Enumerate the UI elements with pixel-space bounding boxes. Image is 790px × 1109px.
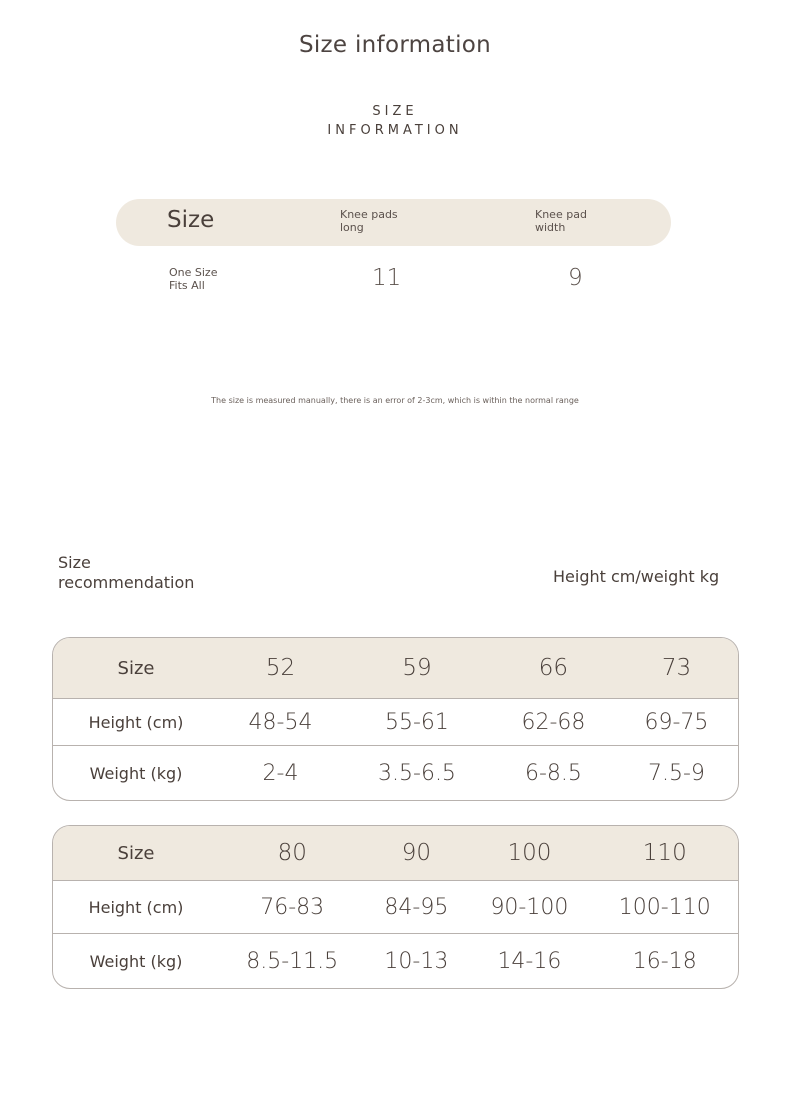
size-cell: 90	[365, 826, 467, 880]
weight-cell: 3.5-6.5	[342, 745, 492, 800]
info-header-knee-pad-width	[535, 208, 587, 234]
weight-cell: 16-18	[592, 933, 739, 988]
header-line: long	[340, 221, 364, 234]
height-cell: 100-110	[592, 880, 739, 933]
weight-cell: 8.5-11.5	[219, 933, 365, 988]
table-row-size	[53, 638, 738, 698]
size-cell: 59	[342, 638, 492, 698]
table-row-height	[53, 880, 738, 933]
subtitle-line-1: SIZE	[372, 104, 418, 119]
height-cell: 84-95	[365, 880, 467, 933]
info-header-knee-pads-long	[340, 208, 398, 234]
info-header-size: Size	[167, 207, 215, 233]
weight-cell: 6-8.5	[492, 745, 615, 800]
table-row-weight	[53, 933, 738, 988]
height-label: Height (cm)	[53, 698, 219, 745]
size-table-1	[52, 637, 739, 801]
weight-cell: 7.5-9	[615, 745, 738, 800]
size-cell: 110	[592, 826, 739, 880]
table-row-weight	[53, 745, 738, 800]
size-cell: 100	[467, 826, 591, 880]
info-row-label	[169, 266, 217, 292]
info-value-width: 9	[568, 265, 583, 291]
table-row-height	[53, 698, 738, 745]
height-cell: 55-61	[342, 698, 492, 745]
height-cell: 90-100	[467, 880, 591, 933]
table-row-size	[53, 826, 738, 880]
header-line: Knee pads	[340, 208, 398, 221]
height-cell: 69-75	[615, 698, 738, 745]
weight-cell: 14-16	[467, 933, 591, 988]
row-label-line: Fits All	[169, 279, 205, 292]
height-cell: 76-83	[219, 880, 365, 933]
size-cell: 80	[219, 826, 365, 880]
size-table-2	[52, 825, 739, 989]
weight-label: Weight (kg)	[53, 745, 219, 800]
weight-cell: 10-13	[365, 933, 467, 988]
height-cell: 48-54	[219, 698, 342, 745]
weight-cell: 2-4	[219, 745, 342, 800]
size-cell: 66	[492, 638, 615, 698]
measurement-note: The size is measured manually, there is an error of 2-3cm, which is within the normal range	[211, 396, 579, 405]
size-label: Size	[53, 638, 219, 698]
recommendation-title-line: recommendation	[58, 573, 195, 592]
subtitle-line-2: INFORMATION	[327, 123, 463, 138]
size-label: Size	[53, 826, 219, 880]
height-cell: 62-68	[492, 698, 615, 745]
section-subtitle	[0, 102, 790, 140]
page-title: Size information	[298, 32, 492, 58]
size-cell: 73	[615, 638, 738, 698]
row-label-line: One Size	[169, 266, 218, 279]
recommendation-units: Height cm/weight kg	[553, 567, 720, 586]
size-cell: 52	[219, 638, 342, 698]
height-label: Height (cm)	[53, 880, 219, 933]
weight-label: Weight (kg)	[53, 933, 219, 988]
recommendation-title-line: Size	[58, 553, 91, 572]
info-value-length: 11	[372, 265, 402, 291]
recommendation-title	[58, 553, 194, 593]
header-line: Knee pad	[535, 208, 587, 221]
header-line: width	[535, 221, 566, 234]
